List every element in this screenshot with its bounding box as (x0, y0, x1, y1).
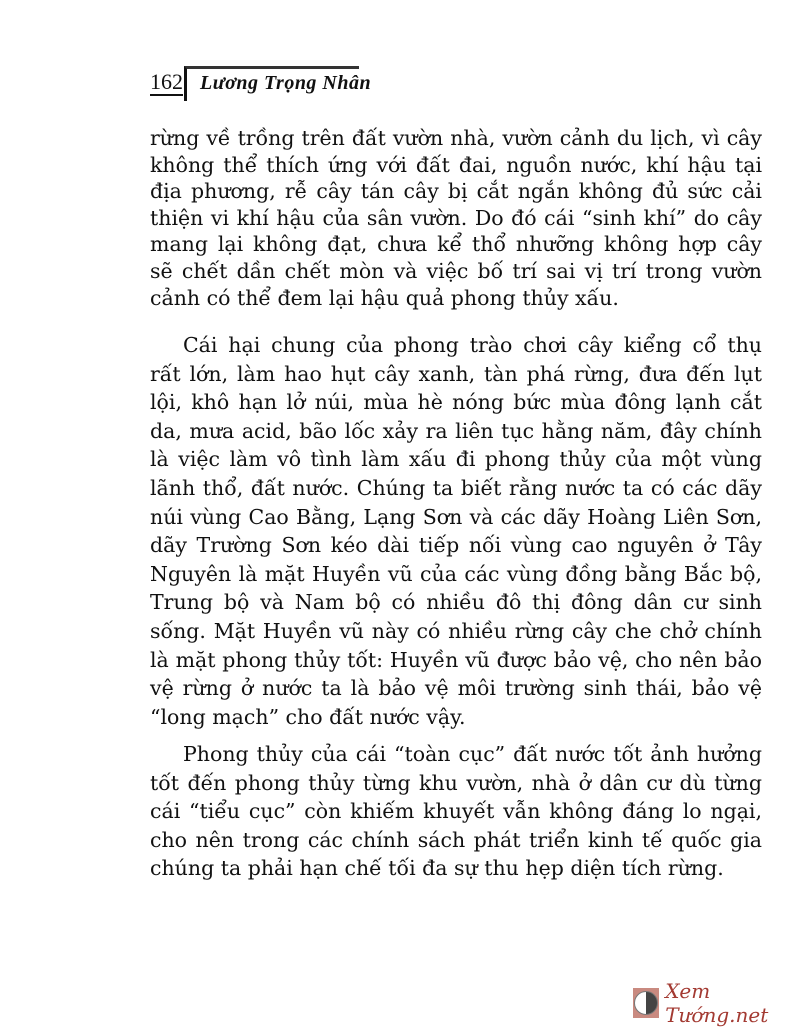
watermark-text: Xem Tướng.net (665, 979, 769, 1027)
text-line: “long mạch” cho đất nước vậy. (150, 704, 466, 729)
text-line: không thể thích ứng với đất đai, nguồn nước, khí hậu tại (150, 152, 762, 177)
text-line: vệ rừng ở nước ta là bảo vệ môi trường sinh thái, bảo vệ (150, 676, 762, 701)
text-line: lội, khô hạn lở núi, mùa hè nóng bức mùa đông lạnh cắt (150, 390, 762, 415)
text-line: Phong thủy của cái “toàn cục” đất nước tốt ảnh hưởng (183, 742, 762, 766)
text-line: là mặt phong thủy tốt: Huyền vũ được bảo vệ, cho nên bảo (150, 647, 762, 672)
watermark-logo (633, 979, 800, 1027)
text-line: lãnh thổ, đất nước. Chúng ta biết rằng nước ta có các dãy (150, 475, 762, 500)
text-line: Cái hại chung của phong trào chơi cây kiểng cổ thụ (183, 333, 762, 357)
text-line: cho nên trong các chính sách phát triển kinh tế quốc gia (150, 827, 762, 852)
text-line: sống. Mặt Huyền vũ này có nhiều rừng cây che chở chính (150, 618, 762, 643)
paragraph (150, 125, 762, 311)
page-number: 162 (150, 69, 183, 94)
yin-yang-icon (633, 988, 659, 1018)
text-line: rừng về trồng trên đất vườn nhà, vườn cảnh du lịch, vì cây (150, 126, 762, 150)
text-line: cái “tiểu cục” còn khiếm khuyết vẫn không đáng lo ngại, (150, 799, 762, 824)
paragraph (150, 740, 762, 883)
text-line: chúng ta phải hạn chế tối đa sự thu hẹp diện tích rừng. (150, 856, 724, 881)
text-line: mang lại không đạt, chưa kể thổ nhưỡng không hợp cây (150, 232, 762, 257)
text-line: tốt đến phong thủy từng khu vườn, nhà ở dân cư dù từng (150, 770, 762, 795)
text-line: rất lớn, làm hao hụt cây xanh, tàn phá rừng, đưa đến lụt (150, 361, 762, 386)
text-line: là việc làm vô tình làm xấu đi phong thủy của một vùng (150, 447, 762, 472)
text-line: da, mưa acid, bão lốc xảy ra liên tục hằng năm, đây chính (150, 418, 762, 443)
text-line: cảnh có thể đem lại hậu quả phong thủy xấu. (150, 285, 619, 310)
text-line: thiện vi khí hậu của sân vườn. Do đó cái “sinh khí” do cây (150, 205, 762, 230)
text-line: địa phương, rễ cây tán cây bị cắt ngắn không đủ sức cải (150, 179, 762, 204)
text-line: núi vùng Cao Bằng, Lạng Sơn và các dãy Hoàng Liên Sơn, (150, 504, 762, 529)
text-line: dãy Trường Sơn kéo dài tiếp nối vùng cao nguyên ở Tây (150, 533, 762, 558)
running-head-author: Lương Trọng Nhân (200, 72, 372, 94)
text-line: sẽ chết dần chết mòn và việc bố trí sai vị trí trong vườn (150, 258, 762, 283)
text-line: Nguyên là mặt Huyền vũ của các vùng đồng bằng Bắc bộ, (150, 561, 762, 586)
paragraph (150, 331, 762, 731)
text-line: Trung bộ và Nam bộ có nhiều đô thị đông dân cư sinh (150, 590, 762, 615)
